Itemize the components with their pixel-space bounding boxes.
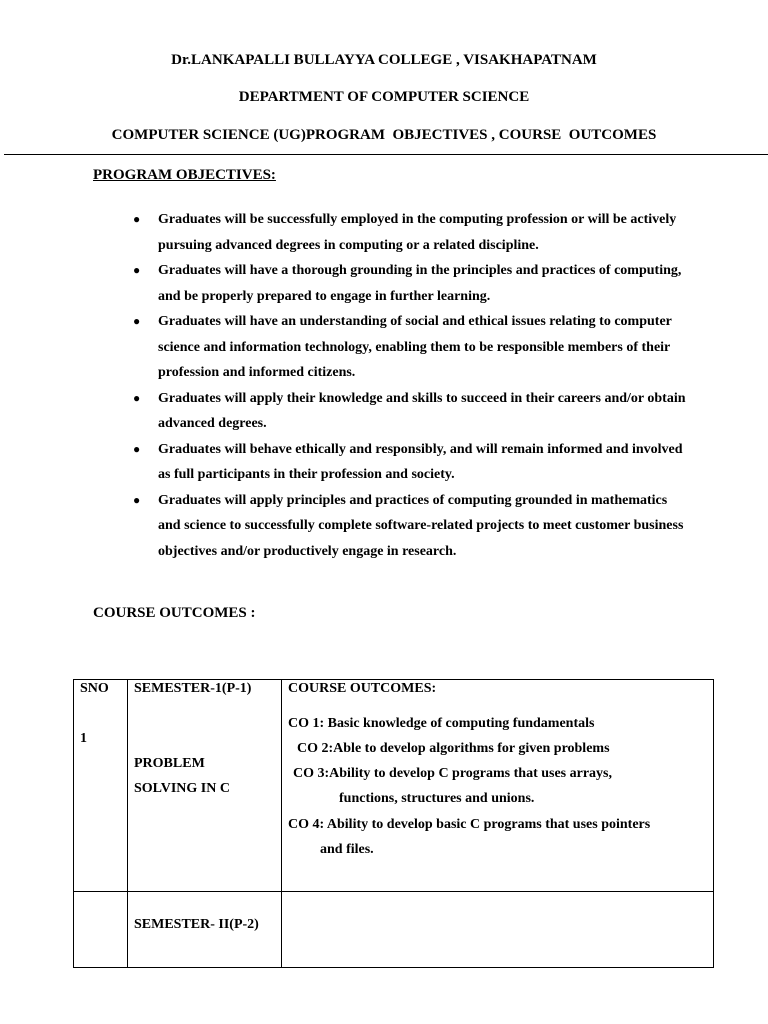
- horizontal-rule: [4, 154, 768, 155]
- course-name-line2: SOLVING IN C: [134, 781, 230, 796]
- course-cell: [128, 891, 282, 967]
- sno-cell: [74, 891, 128, 967]
- sno-value: 1: [80, 731, 87, 746]
- bullet-icon: ●: [133, 390, 141, 405]
- college-name: Dr.LANKAPALLI BULLAYYA COLLEGE , VISAKHAPATNAM: [171, 52, 597, 68]
- co3-text-line1: CO 3:Ability to develop C programs that uses arrays,: [293, 766, 613, 781]
- sno-cell: [74, 680, 128, 892]
- semester-label: SEMESTER- II(P-2): [134, 916, 259, 932]
- bullet-icon: ●: [133, 492, 141, 507]
- course-cell: [128, 680, 282, 892]
- course-outcomes-heading: COURSE OUTCOMES :: [93, 605, 256, 621]
- table-row: [74, 680, 714, 892]
- co4-text-line2: and files.: [320, 842, 374, 857]
- outcomes-cell: [282, 680, 714, 892]
- bullet-icon: ●: [133, 314, 141, 328]
- program-objectives-list: [93, 207, 693, 564]
- department-name: DEPARTMENT OF COMPUTER SCIENCE: [238, 89, 530, 105]
- objective-item: ● Graduates will behave ethically and responsibly, and will remain informed and involved as full participants in their profession and society.: [93, 437, 693, 488]
- table-row: [74, 891, 714, 967]
- objective-item: ● Graduates will apply principles and practices of computing grounded in mathematics and science to successfully complete software-related projects to meet customer business objectives and/or productively engage in research.: [93, 488, 693, 565]
- sno-header: SNO: [80, 681, 109, 696]
- bullet-icon: ●: [133, 441, 141, 456]
- objective-item: ● Graduates will have a thorough grounding in the principles and practices of computing, and be properly prepared to engage in further learning.: [93, 258, 693, 309]
- semester-label: SEMESTER-1(P-1): [134, 681, 252, 696]
- program-title: COMPUTER SCIENCE (UG)PROGRAM OBJECTIVES , COURSE OUTCOMES: [111, 127, 657, 143]
- co4-text-line1: CO 4: Ability to develop basic C programs that uses pointers: [288, 817, 651, 832]
- outcomes-heading: COURSE OUTCOMES:: [288, 681, 437, 696]
- objective-item: ● Graduates will have an understanding of social and ethical issues relating to computer science and information technology, enabling them to be responsible members of their profession and informed citizens.: [93, 309, 693, 386]
- co1-text: CO 1: Basic knowledge of computing fundamentals: [288, 716, 595, 731]
- bullet-icon: ●: [133, 212, 141, 226]
- objective-item: ● Graduates will be successfully employed in the computing profession or will be actively pursuing advanced degrees in computing or a related discipline.: [93, 207, 693, 258]
- co3-text-line2: functions, structures and unions.: [339, 791, 535, 806]
- program-objectives-heading: PROGRAM OBJECTIVES:: [93, 167, 276, 183]
- bullet-icon: ●: [133, 263, 141, 277]
- outcomes-cell: [282, 891, 714, 967]
- course-name-line1: PROBLEM: [134, 756, 205, 771]
- course-outcomes-table: [73, 679, 714, 968]
- co2-text: CO 2:Able to develop algorithms for given problems: [297, 741, 610, 756]
- objective-item: ● Graduates will apply their knowledge and skills to succeed in their careers and/or obtain advanced degrees.: [93, 386, 693, 437]
